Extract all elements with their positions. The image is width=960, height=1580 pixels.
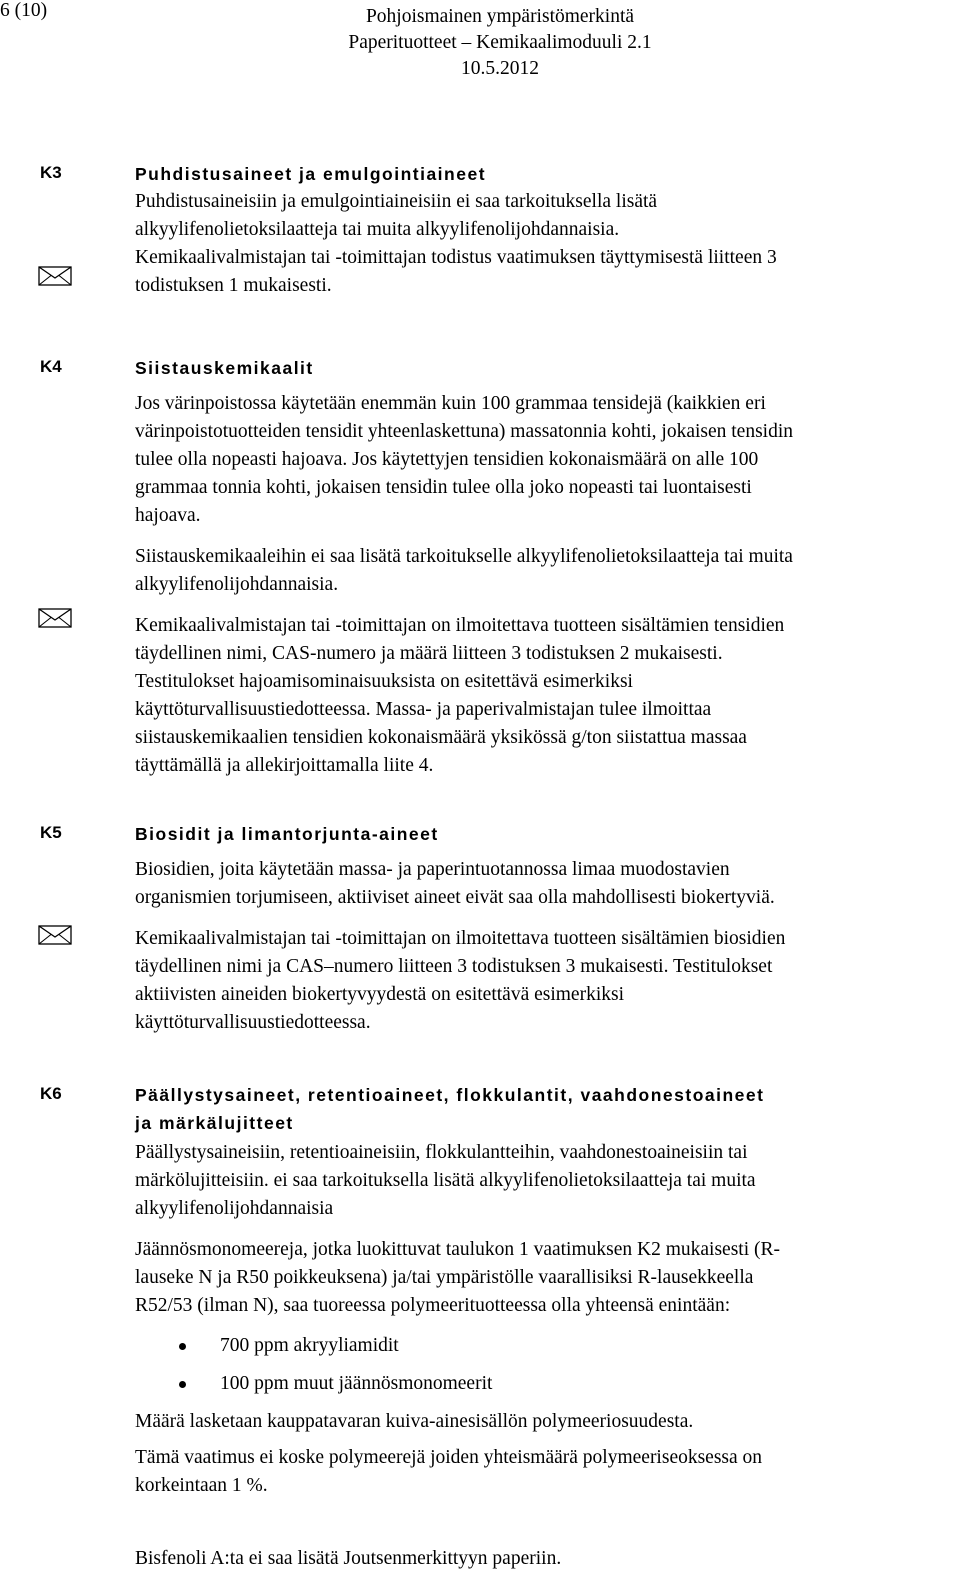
section-k3 [135, 160, 950, 300]
section-k3-verification: Kemikaalivalmistajan tai -toimittajan todistus vaatimuksen täyttymisestä liitteen 3 todistuksen 1 mukaisesti. [135, 247, 777, 296]
header-organization: Pohjoismainen ympäristömerkintä [365, 6, 635, 27]
section-k4 [135, 354, 950, 780]
list-item [135, 1332, 950, 1360]
header-document-title: Paperituotteet – Kemikaalimoduuli 2.1 [348, 32, 652, 53]
section-k6-text-3: Määrä lasketaan kauppatavaran kuiva-ainesisällön polymeeriosuudesta. [135, 1411, 694, 1432]
envelope-icon [38, 608, 72, 628]
requirement-code-k6: K6 [40, 1084, 62, 1103]
header-date: 10.5.2012 [461, 58, 539, 79]
bullet-icon [179, 1381, 186, 1388]
bullet-icon [179, 1343, 186, 1350]
requirement-code-k5: K5 [40, 823, 62, 842]
section-k5 [135, 820, 950, 1037]
envelope-icon [38, 266, 72, 286]
section-k6-title-line-1: Päällystysaineet, retentioaineet, flokkulantit, vaahdonestoaineet [135, 1085, 765, 1105]
section-k6 [135, 1081, 950, 1573]
section-k5-title: Biosidit ja limantorjunta-aineet [135, 824, 439, 844]
requirement-code-k3: K3 [40, 163, 62, 182]
section-k5-text: Biosidien, joita käytetään massa- ja paperintuotannossa limaa muodostavien organismien torjumiseen, aktiiviset aineet eivät saa olla mahdollisesti biokertyviä. [135, 859, 775, 908]
section-k6-text-4: Tämä vaatimus ei koske polymeerejä joiden yhteismäärä polymeeriseoksessa on korkeintaan 1 %. [135, 1447, 763, 1496]
section-k3-title: Puhdistusaineet ja emulgointiaineet [135, 164, 487, 184]
list-item-text: 700 ppm akryyliamidit [220, 1335, 399, 1356]
section-k4-title: Siistauskemikaalit [135, 358, 314, 378]
section-k4-text-2: Siistauskemikaaleihin ei saa lisätä tarkoitukselle alkyylifenolietoksilaatteja tai muita alkyylifenolijohdannaisia. [135, 546, 793, 595]
section-k6-text-5: Bisfenoli A:ta ei saa lisätä Joutsenmerkittyyn paperiin. [135, 1548, 562, 1569]
section-k6-text-2: Jäännösmonomeereja, jotka luokittuvat taulukon 1 vaatimuksen K2 mukaisesti (R- lauseke N ja R50 poikkeuksena) ja/tai ympäristölle vaarallisiksi R-lausekkeella R52/53 (ilman N), saa tuoreessa polymeerituotteessa olla yhteensä enintään: [135, 1239, 780, 1316]
section-k6-text-1: Päällystysaineisiin, retentioaineisiin, flokkulantteihin, vaahdonestoaineisiin tai märkölujitteisiin. ei saa tarkoituksella lisätä alkyylifenolietoksilaatteja tai muita alkyylifenolijohdannaisia [135, 1142, 756, 1219]
list-item [135, 1370, 950, 1398]
requirement-code-k4: K4 [40, 357, 62, 376]
section-k3-text: Puhdistusaineisiin ja emulgointiaineisiin ei saa tarkoituksella lisätä alkyylifenolietoksilaatteja tai muita alkyylifenolijohdannaisia. [135, 191, 658, 240]
section-k4-verification: Kemikaalivalmistajan tai -toimittajan on ilmoitettava tuotteen sisältämien tensidien täydellinen nimi, CAS-numero ja määrä liitteen 3 todistuksen 2 mukaisesti. Testitulokset hajoamisominaisuuksista on esitettävä esimerkiksi käyttöturvallisuustiedotteessa. Massa- ja paperivalmistajan tulee ilmoittaa siistauskemikaalien tensidien kokonaismäärä yksikössä g/ton siistattua massaa täyttämällä ja allekirjoittamalla liite 4. [135, 615, 785, 776]
envelope-icon [38, 925, 72, 945]
list-item-text: 100 ppm muut jäännösmonomeerit [220, 1373, 493, 1394]
residual-monomer-limits-list [135, 1332, 950, 1398]
section-k5-verification: Kemikaalivalmistajan tai -toimittajan on ilmoitettava tuotteen sisältämien biosidien täydellinen nimi ja CAS–numero liitteen 3 todistuksen 3 mukaisesti. Testitulokset aktiivisten aineiden biokertyvyydestä on esitettävä esimerkiksi käyttöturvallisuustiedotteessa. [135, 928, 786, 1033]
section-k4-text-1: Jos värinpoistossa käytetään enemmän kuin 100 grammaa tensidejä (kaikkien eri värinpoistotuotteiden tensidit yhteenlaskettuna) massatonnia kohti, jokaisen tensidin tulee olla nopeasti hajoava. Jos käytettyjen tensidien kokonaismäärä on alle 100 grammaa tonnia kohti, jokaisen tensidin tulee olla joko nopeasti tai luontaisesti hajoava. [135, 393, 794, 526]
document-header [250, 4, 750, 82]
section-k6-title-line-2: ja märkälujitteet [135, 1113, 294, 1133]
page-number: 6 (10) [0, 0, 48, 21]
